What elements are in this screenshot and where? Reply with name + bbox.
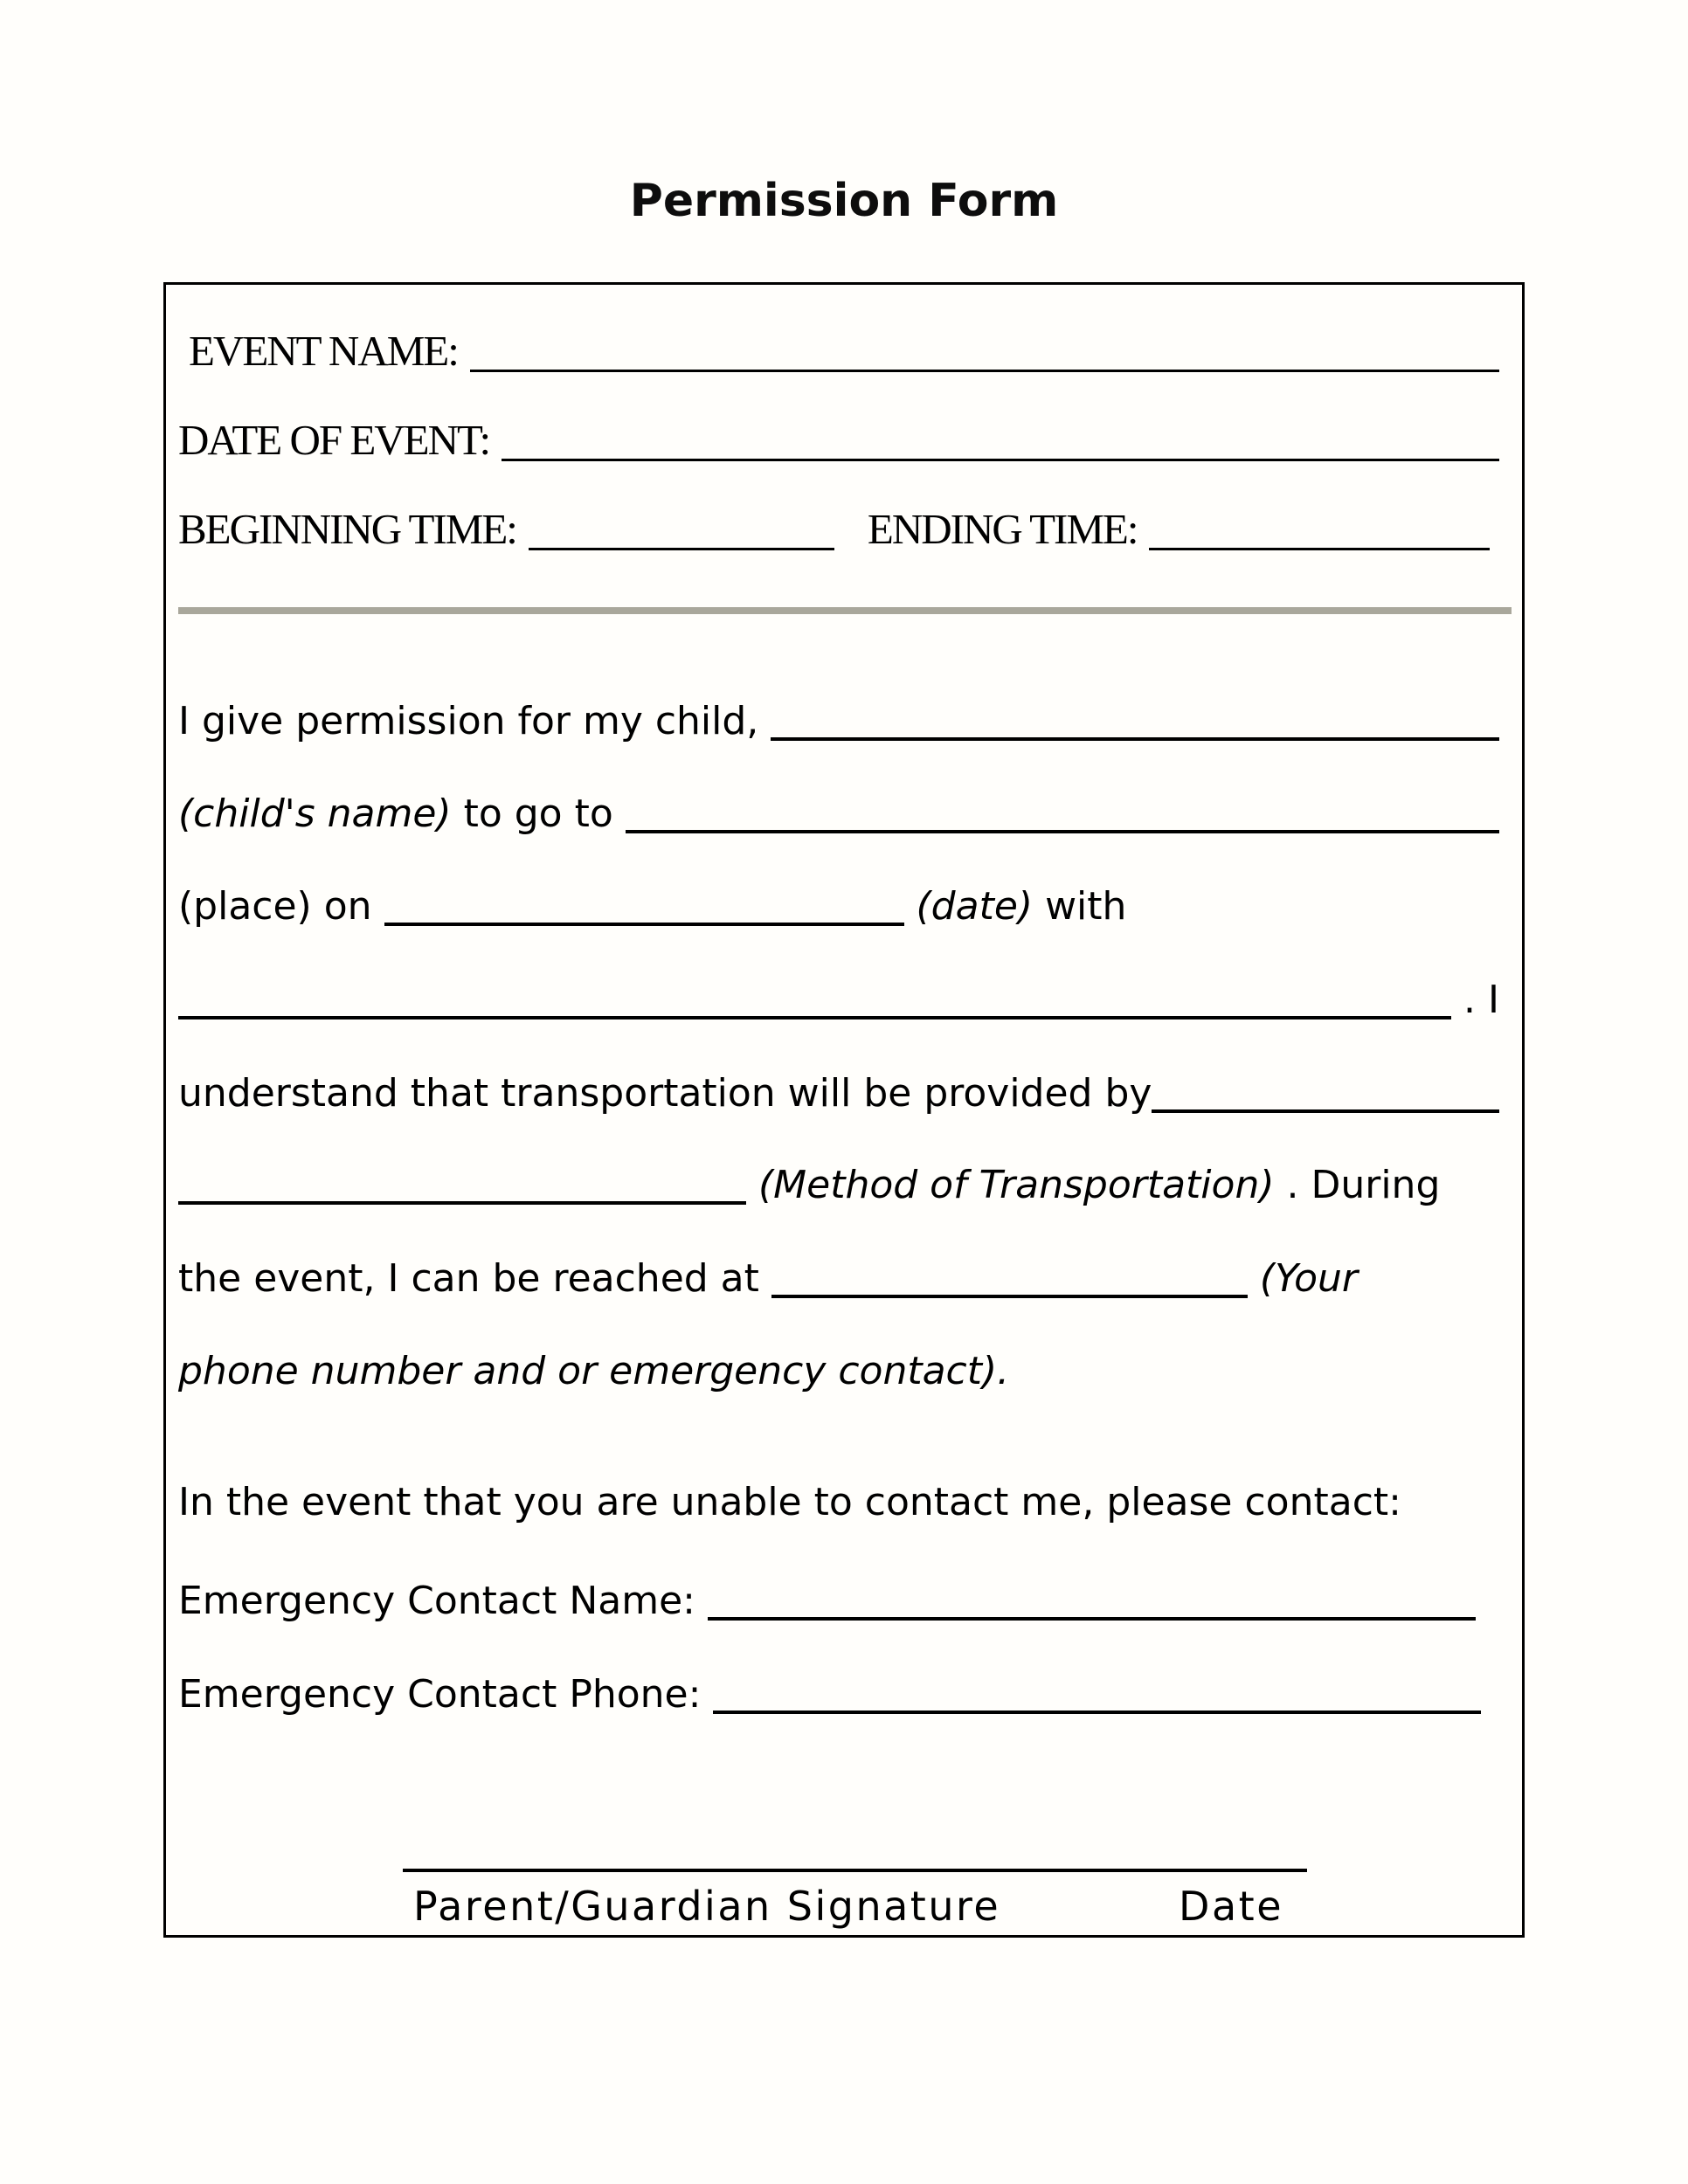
date-hint: (date) [916, 884, 1034, 929]
emergency-intro-row [178, 1480, 1499, 1524]
permission-line5 [178, 1071, 1499, 1116]
permission-line2-text: to go to [463, 791, 613, 836]
permission-line7 [178, 1256, 1499, 1301]
beginning-time-label: BEGINNING TIME: [178, 505, 516, 553]
phone-hint-start: (Your [1259, 1256, 1359, 1301]
ending-time-blank[interactable] [1149, 548, 1490, 550]
emergency-intro-text: In the event that you are unable to contact me, please contact: [178, 1480, 1401, 1524]
date-of-event-label: DATE OF EVENT: [178, 416, 490, 464]
permission-line3-prefix: (place) on [178, 884, 372, 929]
emergency-phone-row [178, 1672, 1499, 1717]
permission-line6-suffix: . During [1286, 1163, 1441, 1207]
transportation-hint: (Method of Transportation) [758, 1163, 1275, 1207]
permission-line3-suffix: with [1045, 884, 1127, 929]
phone-hint-end: phone number and or emergency contact). [178, 1349, 1010, 1393]
child-name-blank[interactable] [771, 737, 1499, 741]
transportation-blank-1[interactable] [1152, 1109, 1499, 1113]
permission-line8 [178, 1349, 1499, 1393]
permission-line3 [178, 884, 1499, 929]
emergency-name-blank[interactable] [708, 1617, 1476, 1621]
permission-line1-text: I give permission for my child, [178, 699, 759, 743]
page-title: Permission Form [629, 175, 1059, 227]
date-of-event-row [178, 416, 1499, 464]
signature-label: Parent/Guardian Signature [413, 1883, 1001, 1930]
date-of-event-blank[interactable] [502, 459, 1499, 461]
times-row [178, 505, 1499, 553]
destination-blank[interactable] [626, 830, 1499, 833]
form-box [163, 282, 1525, 1938]
signature-caption-row [403, 1883, 1307, 1930]
permission-line2 [178, 791, 1499, 836]
permission-line6 [178, 1163, 1499, 1207]
section-divider [178, 607, 1512, 614]
permission-line7-prefix: the event, I can be reached at [178, 1256, 759, 1301]
emergency-phone-label: Emergency Contact Phone: [178, 1672, 702, 1717]
beginning-time-blank[interactable] [529, 548, 834, 550]
emergency-name-label: Emergency Contact Name: [178, 1579, 695, 1623]
transportation-blank-2[interactable] [178, 1201, 746, 1205]
chaperone-blank[interactable] [178, 1016, 1451, 1019]
reach-phone-blank[interactable] [771, 1295, 1248, 1298]
event-name-blank[interactable] [470, 370, 1499, 372]
emergency-name-row [178, 1579, 1499, 1623]
event-date-blank[interactable] [384, 923, 904, 926]
date-label: Date [1179, 1883, 1283, 1930]
ending-time-label: ENDING TIME: [867, 505, 1138, 553]
permission-line4 [178, 978, 1499, 1022]
permission-line5-text: understand that transportation will be provided by [178, 1071, 1152, 1116]
child-name-hint: (child's name) [178, 791, 452, 836]
event-name-row [178, 327, 1499, 375]
signature-blank[interactable] [403, 1869, 1307, 1872]
emergency-phone-blank[interactable] [713, 1711, 1481, 1714]
permission-line1 [178, 699, 1499, 743]
event-name-label: EVENT NAME: [189, 327, 458, 375]
permission-line4-suffix: . I [1463, 978, 1499, 1022]
